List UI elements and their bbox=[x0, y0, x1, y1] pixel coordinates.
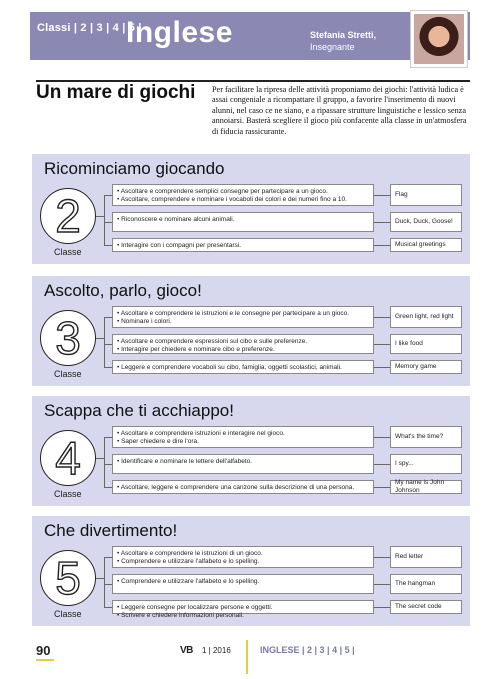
author-role: Insegnante bbox=[310, 42, 355, 52]
connector-line bbox=[374, 317, 390, 318]
connector-line bbox=[96, 578, 104, 579]
game-name: Duck, Duck, Goose! bbox=[390, 212, 462, 232]
connector-line bbox=[104, 344, 112, 345]
objective-box bbox=[112, 184, 374, 206]
objective-text: • Saper chiedere e dire l'ora. bbox=[117, 438, 199, 445]
connector-line bbox=[104, 437, 112, 438]
game-name: Green light, red light bbox=[390, 306, 462, 328]
objective-text: • Leggere consegne per localizzare persone e oggetti. bbox=[117, 604, 273, 611]
footer-subject: INGLESE | 2 | 3 | 4 | 5 | bbox=[260, 645, 355, 655]
author-photo bbox=[410, 10, 468, 68]
connector-line bbox=[374, 557, 390, 558]
footer-accent bbox=[36, 659, 54, 661]
objective-text: • Ascoltare e comprendere espressioni sul cibo e sulle preferenze. bbox=[117, 338, 308, 345]
objective-text: • Identificare e nominare le lettere dell'alfabeto. bbox=[117, 458, 253, 465]
objective-box bbox=[112, 306, 374, 328]
connector-line bbox=[104, 557, 112, 558]
class-label: Classe bbox=[54, 489, 82, 499]
article-intro: Per facilitare la ripresa delle attività proponiamo dei giochi: l'attività ludica è assai congeniale a ricompattare il gruppo, a favorire l'inserimento di nuovi alunni, nel caso ce ne siano, e a ripassare strutture linguistiche e lessico senza annoiarsi. Basterà scegliere il gioco più confacente alla classe in un'atmosfera di fiducia rassicurante. bbox=[212, 85, 467, 136]
class-label: Classe bbox=[54, 609, 82, 619]
connector-line bbox=[374, 195, 390, 196]
section-3 bbox=[32, 276, 470, 386]
objective-box bbox=[112, 454, 374, 474]
connector-line bbox=[104, 222, 112, 223]
class-number: 2 bbox=[55, 190, 81, 242]
issue-number: 1 | 2016 bbox=[202, 646, 231, 655]
objective-text: • Comprendere e utilizzare l'alfabeto e lo spelling. bbox=[117, 578, 260, 585]
objective-box bbox=[112, 426, 374, 448]
objective-text: • Scrivere e chiedere informazioni personali. bbox=[117, 612, 244, 619]
objective-box bbox=[112, 360, 374, 374]
objective-text: • Ascoltare e comprendere le istruzioni e le consegne per partecipare a un gioco. bbox=[117, 310, 350, 317]
objective-box bbox=[112, 600, 374, 619]
objective-box bbox=[112, 334, 374, 354]
objective-text: • Interagire per chiedere e nominare cibo e preferenze. bbox=[117, 346, 275, 353]
page-header bbox=[30, 12, 470, 60]
objective-box bbox=[112, 238, 374, 252]
connector-line bbox=[374, 245, 390, 246]
section-title: Ricominciamo giocando bbox=[44, 159, 225, 178]
objective-text: • Riconoscere e nominare alcuni animali. bbox=[117, 216, 235, 223]
class-number: 4 bbox=[55, 432, 81, 484]
connector-line bbox=[104, 317, 105, 367]
objective-text: • Ascoltare, leggere e comprendere una canzone sulla descrizione di una persona. bbox=[117, 484, 355, 491]
game-name: Red letter bbox=[390, 546, 462, 568]
connector-line bbox=[104, 367, 112, 368]
class-label: Classe bbox=[54, 247, 82, 257]
game-name: I spy... bbox=[390, 454, 462, 474]
class-number: 3 bbox=[55, 312, 81, 364]
objective-box bbox=[112, 212, 374, 232]
section-4 bbox=[32, 396, 470, 506]
objective-text: • Ascoltare e comprendere semplici consegne per partecipare a un gioco. bbox=[117, 188, 328, 195]
section-2 bbox=[32, 154, 470, 264]
objective-box bbox=[112, 546, 374, 568]
game-name: My name is John Johnson bbox=[390, 480, 462, 494]
class-number: 5 bbox=[55, 552, 81, 604]
connector-line bbox=[96, 458, 104, 459]
objective-text: • Comprendere e utilizzare l'alfabeto e lo spelling. bbox=[117, 558, 260, 565]
section-5 bbox=[32, 516, 470, 626]
connector-line bbox=[104, 584, 112, 585]
connector-line bbox=[374, 222, 390, 223]
magazine-logo: VB bbox=[180, 645, 193, 656]
connector-line bbox=[104, 195, 105, 245]
objective-box bbox=[112, 480, 374, 494]
game-name: Memory game bbox=[390, 360, 462, 374]
connector-line bbox=[374, 344, 390, 345]
connector-line bbox=[104, 607, 112, 608]
objective-text: • Nominare i colori. bbox=[117, 318, 172, 325]
connector-line bbox=[104, 487, 112, 488]
game-name: What's the time? bbox=[390, 426, 462, 448]
objective-text: • Interagire con i compagni per presentarsi. bbox=[117, 242, 242, 249]
author-name: Stefania Stretti, bbox=[310, 30, 377, 40]
section-title: Ascolto, parlo, gioco! bbox=[44, 281, 202, 300]
connector-line bbox=[374, 607, 390, 608]
connector-line bbox=[104, 557, 105, 607]
article-title: Un mare di giochi bbox=[36, 82, 196, 103]
connector-line bbox=[104, 437, 105, 487]
connector-line bbox=[96, 338, 104, 339]
section-title: Scappa che ti acchiappo! bbox=[44, 401, 234, 420]
objective-text: • Ascoltare e comprendere le istruzioni di un gioco. bbox=[117, 550, 263, 557]
objective-box bbox=[112, 574, 374, 594]
game-name: Musical greetings bbox=[390, 238, 462, 252]
classes-label: Classi | 2 | 3 | 4 | 5 | bbox=[37, 22, 142, 34]
connector-line bbox=[374, 367, 390, 368]
page-number: 90 bbox=[36, 643, 51, 658]
objective-text: • Ascoltare, comprendere e nominare i vocaboli dei colori e dei numeri fino a 10. bbox=[117, 196, 347, 203]
subject-title: Inglese bbox=[126, 16, 233, 49]
connector-line bbox=[104, 195, 112, 196]
connector-line bbox=[374, 487, 390, 488]
game-name: Flag bbox=[390, 184, 462, 206]
connector-line bbox=[96, 216, 104, 217]
connector-line bbox=[374, 464, 390, 465]
connector-line bbox=[374, 437, 390, 438]
game-name: I like food bbox=[390, 334, 462, 354]
section-title: Che divertimento! bbox=[44, 521, 178, 540]
game-name: The secret code bbox=[390, 600, 462, 614]
connector-line bbox=[104, 245, 112, 246]
objective-text: • Leggere e comprendere vocaboli su cibo, famiglia, oggetti scolastici, animali. bbox=[117, 364, 342, 371]
game-name: The hangman bbox=[390, 574, 462, 594]
connector-line bbox=[104, 317, 112, 318]
footer-divider bbox=[246, 640, 248, 674]
connector-line bbox=[374, 584, 390, 585]
objective-text: • Ascoltare e comprendere istruzioni e interagire nel gioco. bbox=[117, 430, 285, 437]
class-label: Classe bbox=[54, 369, 82, 379]
connector-line bbox=[104, 464, 112, 465]
